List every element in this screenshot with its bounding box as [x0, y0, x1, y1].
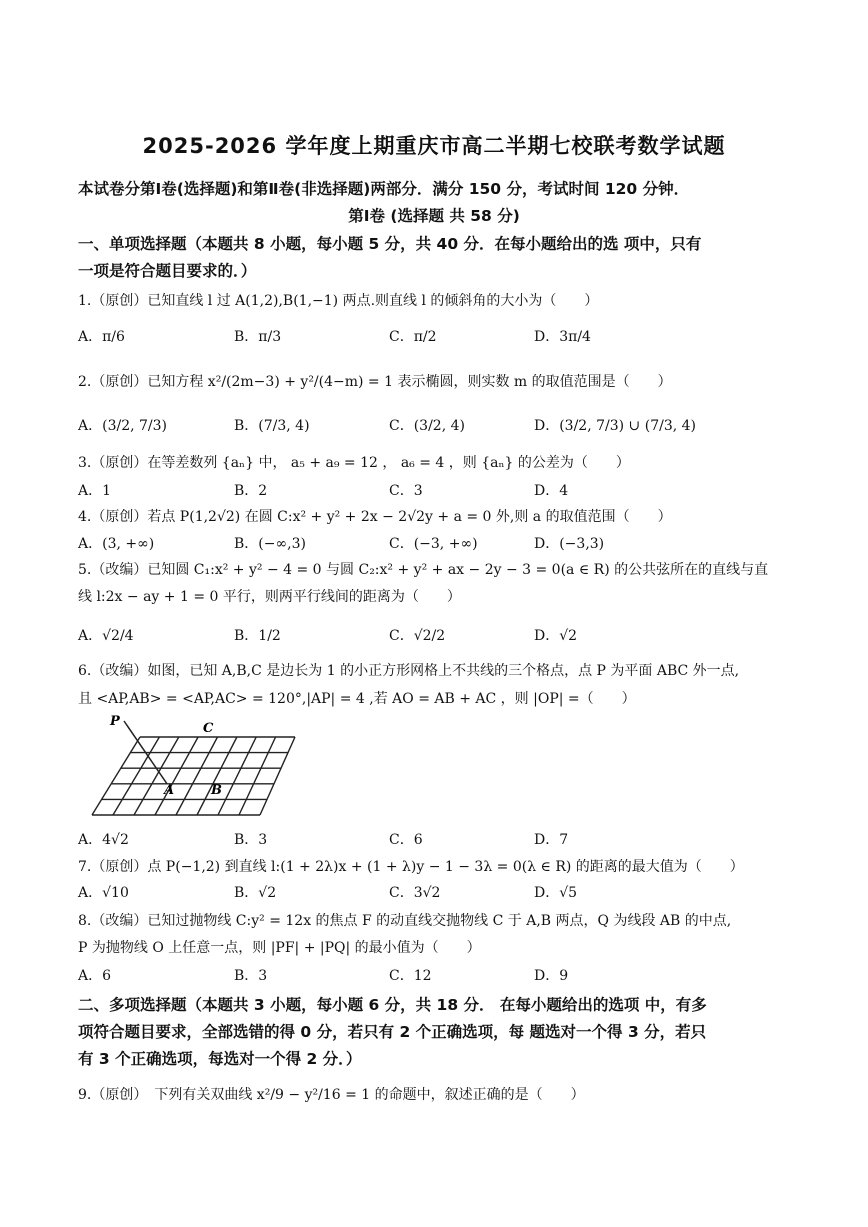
exam-title: 2025-2026 学年度上期重庆市高二半期七校联考数学试题	[142, 134, 726, 158]
q6-option-b: B．3	[234, 832, 268, 848]
section1-heading-line1: 一、单项选择题（本题共 8 小题，每小题 5 分，共 40 分．在每小题给出的选 项中，只有	[78, 235, 702, 253]
section1-heading-line2: 一项是符合题目要求的．）	[78, 262, 257, 280]
q7-option-a: A．√10	[78, 885, 129, 901]
q3-option-a: A．1	[78, 483, 112, 499]
q2-option-a: A．(3/2, 7/3)	[78, 418, 167, 434]
q4-option-c: C．(−3, +∞)	[389, 536, 478, 552]
question-5-stem-line1: 5.（改编）已知圆 C₁:x² + y² − 4 = 0 与圆 C₂:x² + y² + ax − 2y − 3 = 0(a ∈ R) 的公共弦所在的直线与直	[78, 562, 769, 578]
q7-option-b: B．√2	[234, 885, 277, 901]
question-6-stem-line2: 且 <AP,AB> = <AP,AC> = 120°,|AP| = 4 ,若 AO = AB + AC ，则 |OP| =（ ）	[78, 691, 636, 707]
label-c: C	[203, 721, 214, 736]
q4-option-b: B．(−∞,3)	[234, 536, 306, 552]
q1-option-c: C．π/2	[389, 329, 437, 345]
question-6-grid-figure	[82, 715, 302, 820]
label-b: B	[211, 783, 222, 798]
q8-option-c: C．12	[389, 968, 432, 984]
q7-option-d: D．√5	[534, 885, 578, 901]
q3-option-d: D．4	[534, 483, 569, 499]
section2-heading-line1: 二、多项选择题（本题共 3 小题，每小题 6 分，共 18 分． 在每小题给出的选项 中，有多	[78, 996, 707, 1014]
question-5-stem-line2: 线 l:2x − ay + 1 = 0 平行，则两平行线间的距离为（ ）	[78, 589, 461, 605]
q5-option-a: A．√2/4	[78, 628, 134, 644]
q2-option-b: B．(7/3, 4)	[234, 418, 310, 434]
label-a: A	[164, 783, 175, 798]
q2-option-d: D．(3/2, 7/3) ∪ (7/3, 4)	[534, 418, 697, 434]
q5-option-d: D．√2	[534, 628, 578, 644]
q6-option-d: D．7	[534, 832, 569, 848]
q1-option-b: B．π/3	[234, 329, 282, 345]
part1-title: 第Ⅰ卷 (选择题 共 58 分)	[348, 207, 520, 225]
section2-heading-line3: 有 3 个正确选项，每选对一个得 2 分．）	[78, 1050, 362, 1068]
question-1-stem: 1.（原创）已知直线 l 过 A(1,2),B(1,−1) 两点.则直线 l 的倾斜角的大小为（ ）	[78, 293, 599, 309]
q3-option-c: C．3	[389, 483, 423, 499]
grid-lines	[92, 737, 295, 815]
q6-option-a: A．4√2	[78, 832, 129, 848]
q5-option-c: C．√2/2	[389, 628, 446, 644]
q6-option-c: C．6	[389, 832, 423, 848]
q8-option-a: A．6	[78, 968, 112, 984]
q2-option-c: C．(3/2, 4)	[389, 418, 465, 434]
question-7-stem: 7.（原创）点 P(−1,2) 到直线 l:(1 + 2λ)x + (1 + λ)y − 1 − 3λ = 0(λ ∈ R) 的距离的最大值为（ ）	[78, 859, 744, 875]
question-3-stem: 3.（原创）在等差数列 {aₙ} 中， a₅ + a₉ = 12 ， a₆ = 4 ，则 {aₙ} 的公差为（ ）	[78, 455, 630, 471]
q4-option-d: D．(−3,3)	[534, 536, 605, 552]
q8-option-d: D．9	[534, 968, 569, 984]
question-6-stem-line1: 6.（改编）如图，已知 A,B,C 是边长为 1 的小正方形网格上不共线的三个格点，点 P 为平面 ABC 外一点,	[78, 663, 740, 679]
q1-option-d: D．3π/4	[534, 329, 591, 345]
q5-option-b: B．1/2	[234, 628, 281, 644]
q3-option-b: B．2	[234, 483, 268, 499]
question-8-stem-line1: 8.（改编）已知过抛物线 C:y² = 12x 的焦点 F 的动直线交抛物线 C 于 A,B 两点，Q 为线段 AB 的中点,	[78, 913, 732, 929]
question-4-stem: 4.（原创）若点 P(1,2√2) 在圆 C:x² + y² + 2x − 2√2y + a = 0 外,则 a 的取值范围（ ）	[78, 509, 672, 525]
q4-option-a: A．(3, +∞)	[78, 536, 155, 552]
question-2-stem: 2.（原创）已知方程 x²/(2m−3) + y²/(4−m) = 1 表示椭圆，则实数 m 的取值范围是（ ）	[78, 374, 672, 390]
question-8-stem-line2: P 为抛物线 O 上任意一点，则 |PF| + |PQ| 的最小值为（ ）	[78, 940, 481, 956]
question-9-stem: 9.（原创） 下列有关双曲线 x²/9 − y²/16 = 1 的命题中，叙述正确的是（ ）	[78, 1087, 585, 1103]
label-p: P	[110, 715, 120, 729]
exam-intro: 本试卷分第Ⅰ卷(选择题)和第Ⅱ卷(非选择题)两部分．满分 150 分，考试时间 120 分钟．	[78, 180, 690, 198]
q8-option-b: B．3	[234, 968, 268, 984]
q1-option-a: A．π/6	[78, 329, 125, 345]
section2-heading-line2: 项符合题目要求，全部选错的得 0 分，若只有 2 个正确选项，每 题选对一个得 3 分，若只	[78, 1023, 707, 1041]
q7-option-c: C．3√2	[389, 885, 441, 901]
